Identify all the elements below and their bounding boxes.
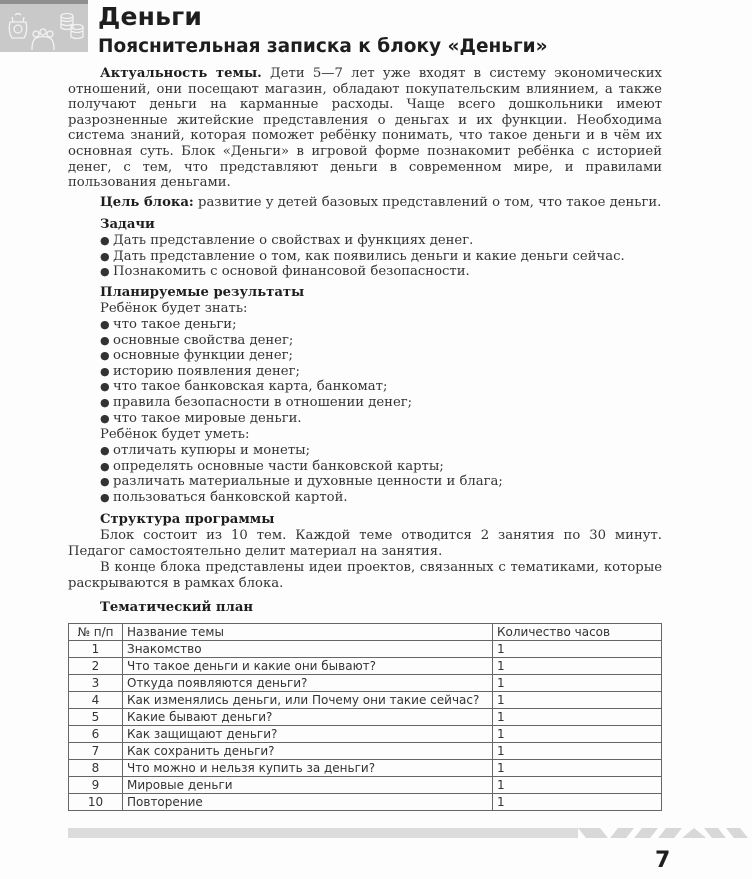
column-header-number: № п/п	[69, 624, 123, 641]
topic-name: Мировые деньги	[123, 777, 493, 794]
table-row	[69, 777, 662, 794]
hours-count: 1	[493, 709, 662, 726]
plan-heading: Тематический план	[100, 600, 254, 615]
bullet-icon: ●	[100, 444, 110, 457]
table-row	[69, 658, 662, 675]
know-list	[100, 317, 412, 426]
row-number: 9	[69, 777, 123, 794]
hours-count: 1	[493, 658, 662, 675]
hours-count: 1	[493, 641, 662, 658]
intro-lead: Актуальность темы.	[100, 66, 262, 81]
can-list	[100, 443, 503, 505]
bullet-icon: ●	[100, 265, 110, 279]
can-label: Ребёнок будет уметь:	[100, 427, 250, 442]
row-number: 10	[69, 794, 123, 811]
bullet-icon: ●	[100, 364, 110, 378]
list-item: ● историю появления денег;	[100, 363, 300, 379]
goal-text: развитие у детей базовых представлений о том, что такое деньги.	[193, 195, 662, 210]
list-item: ● что такое мировые деньги.	[100, 410, 302, 426]
tasks-list	[100, 233, 625, 280]
table-row	[69, 692, 662, 709]
table-row	[69, 794, 662, 811]
table-row	[69, 709, 662, 726]
bullet-icon: ●	[100, 395, 110, 409]
table-row	[69, 760, 662, 777]
topic-name: Какие бывают деньги?	[123, 709, 493, 726]
thematic-plan-table	[68, 623, 662, 811]
table-header-row	[69, 624, 662, 641]
list-item: ● определять основные части банковской карты;	[100, 458, 444, 474]
hours-count: 1	[493, 743, 662, 760]
page-title: Деньги	[98, 2, 203, 31]
header-banner	[0, 4, 88, 52]
topic-name: Как сохранить деньги?	[123, 743, 493, 760]
list-item: ● правила безопасности в отношении денег;	[100, 394, 413, 410]
topic-name: Как изменялись деньги, или Почему они такие сейчас?	[123, 692, 493, 709]
list-item: ● различать материальные и духовные ценности и блага;	[100, 474, 503, 490]
row-number: 3	[69, 675, 123, 692]
topic-name: Знакомство	[123, 641, 493, 658]
list-item: ● основные функции денег;	[100, 348, 293, 364]
table-row	[69, 641, 662, 658]
bullet-icon: ●	[100, 333, 110, 347]
money-bag-icon	[9, 14, 26, 39]
row-number: 4	[69, 692, 123, 709]
intro-paragraph	[68, 66, 662, 191]
bullet-icon: ●	[100, 380, 110, 394]
table-row	[69, 726, 662, 743]
row-number: 6	[69, 726, 123, 743]
list-item: ● основные свойства денег;	[100, 332, 294, 348]
know-label: Ребёнок будет знать:	[100, 301, 248, 316]
hours-count: 1	[493, 692, 662, 709]
tasks-heading: Задачи	[100, 217, 155, 232]
list-item: ● Познакомить с основой финансовой безопасности.	[100, 264, 470, 280]
bullet-icon: ●	[100, 475, 110, 489]
structure-paragraph-2: В конце блока представлены идеи проектов, связанных с тематиками, которые раскрываются в рамках блока.	[68, 560, 662, 591]
topic-name: Как защищают деньги?	[123, 726, 493, 743]
goal-paragraph	[68, 195, 662, 211]
coins-icon	[61, 14, 83, 39]
list-item: ● отличать купюры и монеты;	[100, 443, 311, 458]
row-number: 8	[69, 760, 123, 777]
bullet-icon: ●	[100, 411, 110, 425]
table-row	[69, 675, 662, 692]
list-item: ● пользоваться банковской картой.	[100, 489, 348, 505]
goal-lead: Цель блока:	[100, 195, 194, 210]
intro-text: Дети 5—7 лет уже входят в систему экономических отношений, они посещают магазин, обладают покупательским влиянием, а также получают деньги на карманные расходы. Чаще всего дошкольники имеют разрозненные житейские представления о деньгах и их функции. Необходима система знаний, которая поможет ребёнку понимать, что такое деньги и в чём их основная суть. Блок «Деньги» в игровой форме познакомит ребёнка с историей денег, с тем, что представляют деньги в современном мире, и правилами пользования деньгами.	[68, 66, 662, 191]
column-header-topic: Название темы	[123, 624, 493, 641]
bullet-icon: ●	[100, 349, 110, 363]
family-icon	[32, 29, 54, 50]
bullet-icon: ●	[100, 234, 110, 247]
row-number: 7	[69, 743, 123, 760]
list-item: ● Дать представление о свойствах и функциях денег.	[100, 233, 474, 248]
bullet-icon: ●	[100, 249, 110, 263]
page-subtitle: Пояснительная записка к блоку «Деньги»	[98, 36, 548, 57]
bullet-icon: ●	[100, 490, 110, 504]
column-header-hours: Количество часов	[493, 624, 662, 641]
footer-bar	[68, 828, 578, 838]
structure-paragraph-1: Блок состоит из 10 тем. Каждой теме отводится 2 занятия по 30 минут. Педагог самостоятельно делит материал на занятия.	[68, 528, 662, 559]
list-item: ● что такое банковская карта, банкомат;	[100, 379, 388, 395]
topic-name: Откуда появляются деньги?	[123, 675, 493, 692]
row-number: 2	[69, 658, 123, 675]
row-number: 1	[69, 641, 123, 658]
hours-count: 1	[493, 726, 662, 743]
hours-count: 1	[493, 777, 662, 794]
topic-name: Повторение	[123, 794, 493, 811]
bullet-icon: ●	[100, 318, 110, 331]
row-number: 5	[69, 709, 123, 726]
hours-count: 1	[493, 794, 662, 811]
bullet-icon: ●	[100, 459, 110, 473]
list-item: ● Дать представление о том, как появились деньги и какие деньги сейчас.	[100, 248, 625, 264]
table-row	[69, 743, 662, 760]
structure-heading: Структура программы	[100, 512, 275, 527]
list-item: ● что такое деньги;	[100, 317, 237, 332]
topic-name: Что можно и нельзя купить за деньги?	[123, 760, 493, 777]
page-number: 7	[655, 848, 671, 873]
hours-count: 1	[493, 675, 662, 692]
topic-name: Что такое деньги и какие они бывают?	[123, 658, 493, 675]
hours-count: 1	[493, 760, 662, 777]
footer-stripes-decoration	[578, 826, 752, 840]
results-heading: Планируемые результаты	[100, 285, 305, 300]
